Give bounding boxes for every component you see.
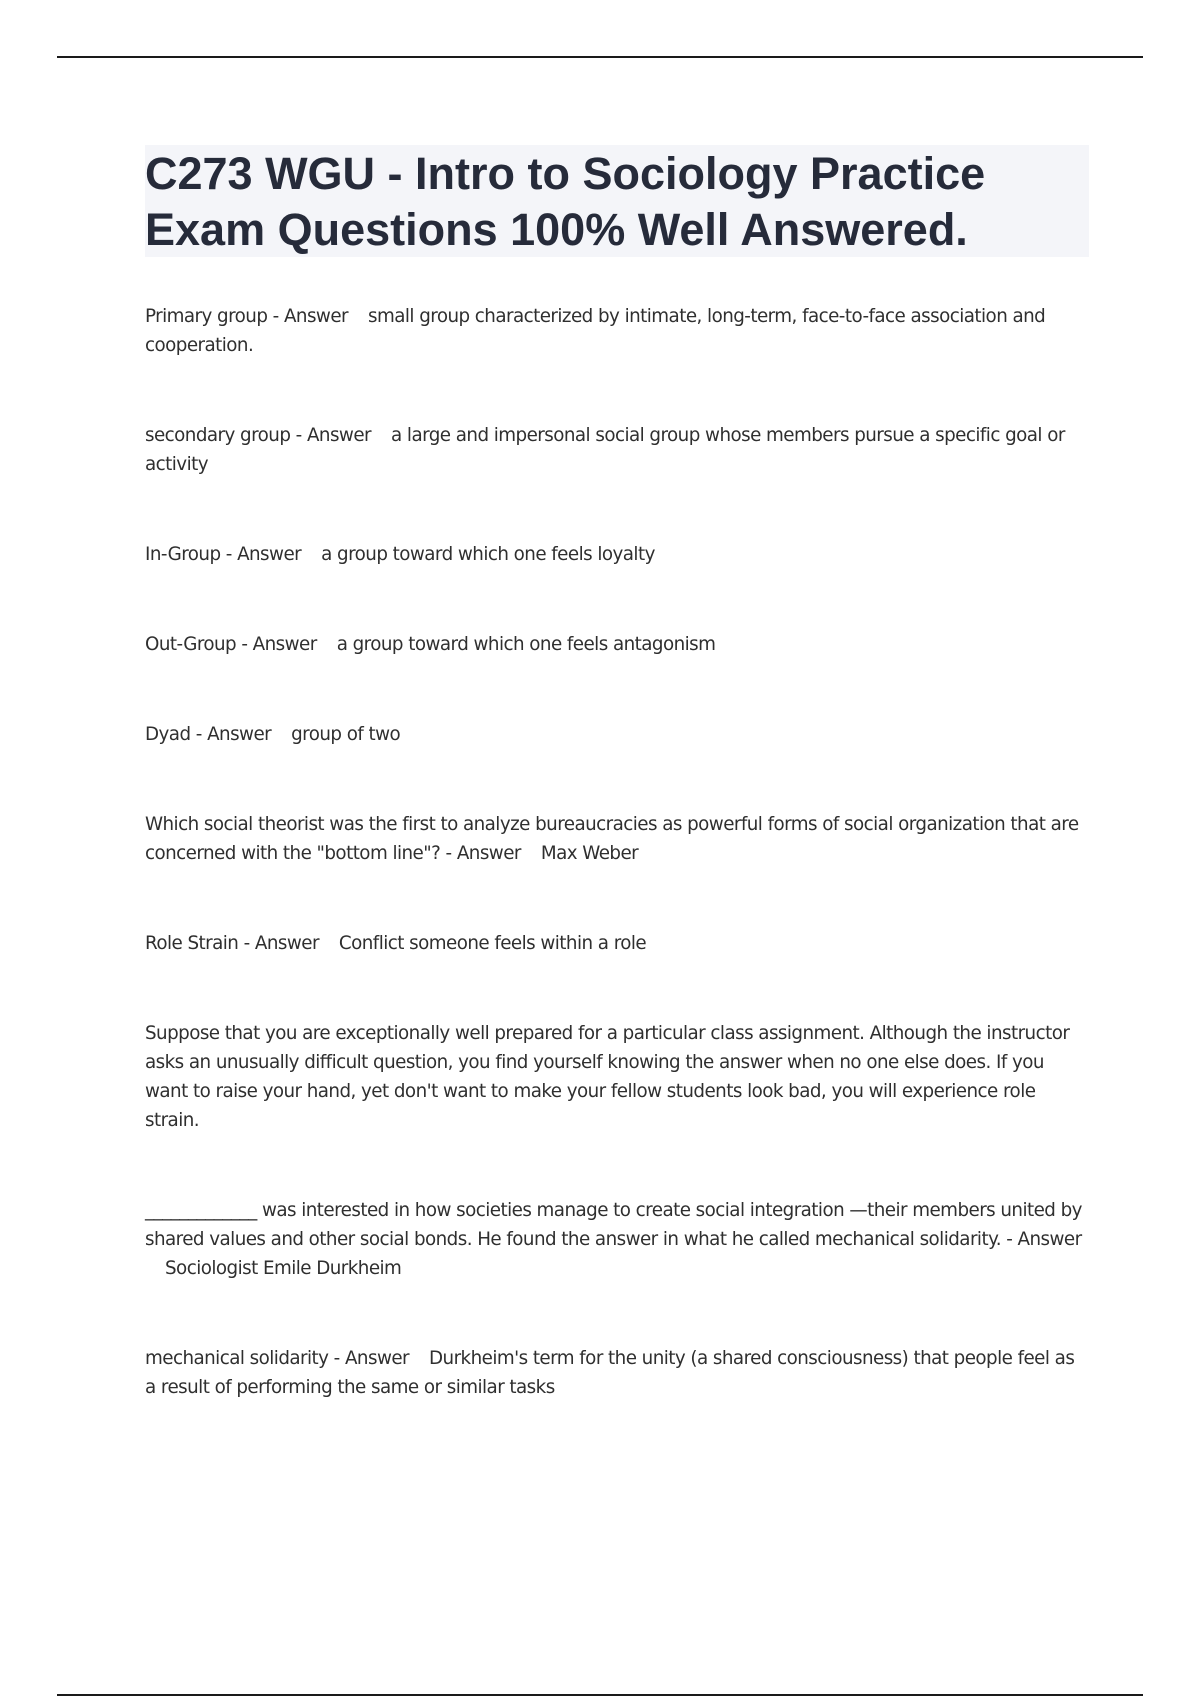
document-title: C273 WGU - Intro to Sociology Practice Exam Questions 100% Well Answered. (145, 148, 986, 255)
qa-answer: Sociologist Emile Durkheim (165, 1258, 402, 1279)
header-rule (57, 56, 1143, 58)
qa-question: mechanical solidarity - Answer (145, 1348, 410, 1369)
footer-rule (57, 1694, 1143, 1696)
qa-item (145, 1196, 1090, 1283)
qa-answer: Durkheim's term for the unity (a shared consciousness) that people feel as a result of performing the same or similar tasks (145, 1348, 1075, 1398)
qa-question: Which social theorist was the first to analyze bureaucracies as powerful forms of social organization that are concerned with the "bottom line"? - Answer (145, 814, 1079, 864)
qa-question: _____________ was interested in how societies manage to create social integration —their members united by shared values and other social bonds. He found the answer in what he called mechanical solidarity. - Answer (145, 1200, 1082, 1250)
qa-item (145, 1344, 1090, 1402)
qa-answer: Conflict someone feels within a role (338, 933, 647, 954)
qa-question: secondary group - Answer (145, 425, 371, 446)
qa-answer: small group characterized by intimate, long-term, face-to-face association and cooperation. (145, 306, 1046, 356)
qa-item (145, 302, 1090, 360)
qa-question: Dyad - Answer (145, 724, 272, 745)
qa-item (145, 1019, 1090, 1135)
qa-question: Out-Group - Answer (145, 634, 317, 655)
qa-answer: a large and impersonal social group whose members pursue a specific goal or activity (145, 425, 1065, 475)
qa-question: Suppose that you are exceptionally well prepared for a particular class assignment. Although the instructor asks an unusually difficult question, you find yourself knowing the answer when no one else does. If you want to raise your hand, yet don't want to make your fellow students look bad, you will experience role strain. (145, 1023, 1070, 1131)
qa-item (145, 810, 1090, 868)
qa-item (145, 421, 1090, 479)
qa-item (145, 929, 1090, 958)
qa-question: Primary group - Answer (145, 306, 348, 327)
qa-item (145, 630, 1090, 659)
qa-answer: Max Weber (540, 843, 639, 864)
qa-answer: a group toward which one feels loyalty (321, 544, 655, 565)
qa-question: Role Strain - Answer (145, 933, 319, 954)
qa-item (145, 720, 1090, 749)
qa-answer: group of two (291, 724, 401, 745)
qa-answer: a group toward which one feels antagonism (336, 634, 716, 655)
qa-item (145, 540, 1090, 569)
qa-question: In-Group - Answer (145, 544, 302, 565)
qa-list (145, 302, 1090, 1463)
